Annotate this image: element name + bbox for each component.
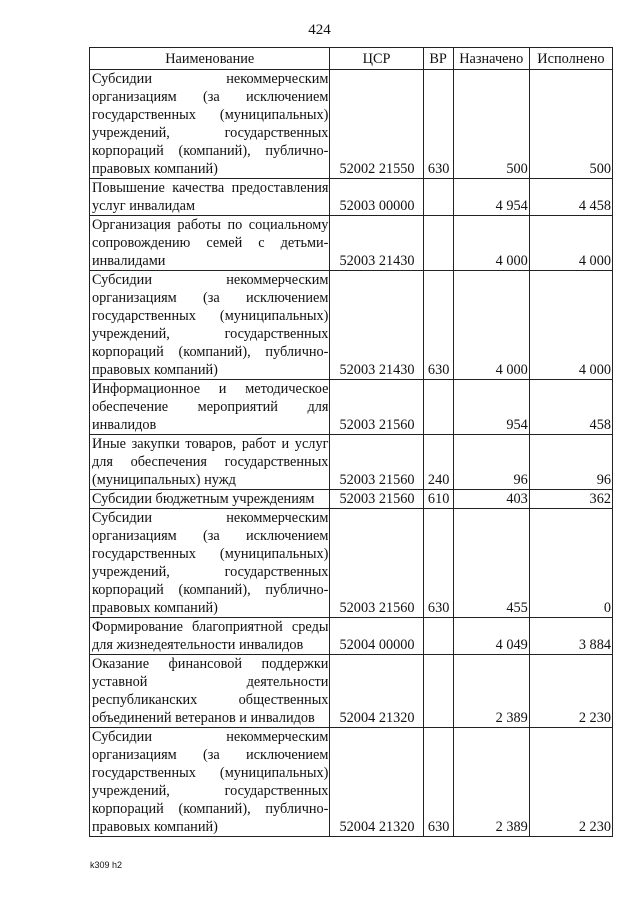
row-vr	[423, 618, 453, 655]
row-csr: 52003 21430	[330, 216, 423, 271]
header-assigned: Назначено	[453, 48, 529, 70]
row-name: Субсидии бюджетным учреждениям	[90, 490, 330, 509]
row-executed: 2 230	[529, 655, 612, 728]
row-vr: 240	[423, 435, 453, 490]
row-csr: 52003 21560	[330, 509, 423, 618]
row-assigned: 4 000	[453, 216, 529, 271]
header-csr: ЦСР	[330, 48, 423, 70]
row-name: Субсидии некоммерческим организациям (за исключением государственных (муниципальных) учреждений, государственных корпораций (компаний), публично-правовых компаний)	[90, 728, 330, 837]
header-vr: ВР	[423, 48, 453, 70]
row-name: Субсидии некоммерческим организациям (за исключением государственных (муниципальных) учреждений, государственных корпораций (компаний), публично-правовых компаний)	[90, 509, 330, 618]
row-csr: 52004 21320	[330, 655, 423, 728]
row-assigned: 4 000	[453, 271, 529, 380]
budget-table	[89, 47, 613, 837]
page-number: 424	[308, 22, 331, 38]
row-csr: 52002 21550	[330, 70, 423, 179]
row-executed: 2 230	[529, 728, 612, 837]
row-name: Субсидии некоммерческим организациям (за исключением государственных (муниципальных) учреждений, государственных корпораций (компаний), публично-правовых компаний)	[90, 70, 330, 179]
row-vr	[423, 655, 453, 728]
row-vr	[423, 380, 453, 435]
row-name: Организация работы по социальному сопровождению семей с детьми-инвалидами	[90, 216, 330, 271]
row-csr: 52003 21560	[330, 435, 423, 490]
row-vr: 630	[423, 70, 453, 179]
row-assigned: 4 049	[453, 618, 529, 655]
table-row	[90, 728, 613, 837]
row-executed: 96	[529, 435, 612, 490]
row-assigned: 403	[453, 490, 529, 509]
row-name: Информационное и методическое обеспечение мероприятий для инвалидов	[90, 380, 330, 435]
row-assigned: 2 389	[453, 655, 529, 728]
row-executed: 0	[529, 509, 612, 618]
row-csr: 52003 00000	[330, 179, 423, 216]
header-executed: Исполнено	[529, 48, 612, 70]
footer-code: k309 h2	[90, 860, 123, 870]
table-row	[90, 70, 613, 179]
table-row	[90, 435, 613, 490]
row-csr: 52003 21560	[330, 380, 423, 435]
row-csr: 52004 21320	[330, 728, 423, 837]
table-row	[90, 271, 613, 380]
row-executed: 500	[529, 70, 612, 179]
table-row	[90, 618, 613, 655]
row-name: Субсидии некоммерческим организациям (за исключением государственных (муниципальных) учреждений, государственных корпораций (компаний), публично-правовых компаний)	[90, 271, 330, 380]
row-assigned: 96	[453, 435, 529, 490]
row-name: Повышение качества предоставления услуг инвалидам	[90, 179, 330, 216]
row-executed: 362	[529, 490, 612, 509]
table-header-row	[90, 48, 613, 70]
row-assigned: 954	[453, 380, 529, 435]
row-vr	[423, 216, 453, 271]
table-row	[90, 655, 613, 728]
row-assigned: 455	[453, 509, 529, 618]
row-assigned: 4 954	[453, 179, 529, 216]
row-vr: 630	[423, 271, 453, 380]
row-name: Формирование благоприятной среды для жизнедеятельности инвалидов	[90, 618, 330, 655]
row-executed: 4 000	[529, 216, 612, 271]
row-csr: 52003 21560	[330, 490, 423, 509]
table-row	[90, 509, 613, 618]
row-vr: 610	[423, 490, 453, 509]
table-row	[90, 179, 613, 216]
row-name: Оказание финансовой поддержки уставной деятельности республиканских общественных объединений ветеранов и инвалидов	[90, 655, 330, 728]
row-vr	[423, 179, 453, 216]
row-executed: 4 458	[529, 179, 612, 216]
row-name: Иные закупки товаров, работ и услуг для обеспечения государственных (муниципальных) нужд	[90, 435, 330, 490]
row-vr: 630	[423, 509, 453, 618]
row-assigned: 500	[453, 70, 529, 179]
table-row	[90, 216, 613, 271]
row-executed: 4 000	[529, 271, 612, 380]
row-assigned: 2 389	[453, 728, 529, 837]
row-vr: 630	[423, 728, 453, 837]
row-executed: 3 884	[529, 618, 612, 655]
row-csr: 52004 00000	[330, 618, 423, 655]
row-csr: 52003 21430	[330, 271, 423, 380]
table-row	[90, 380, 613, 435]
header-name: Наименование	[90, 48, 330, 70]
table-row	[90, 490, 613, 509]
row-executed: 458	[529, 380, 612, 435]
